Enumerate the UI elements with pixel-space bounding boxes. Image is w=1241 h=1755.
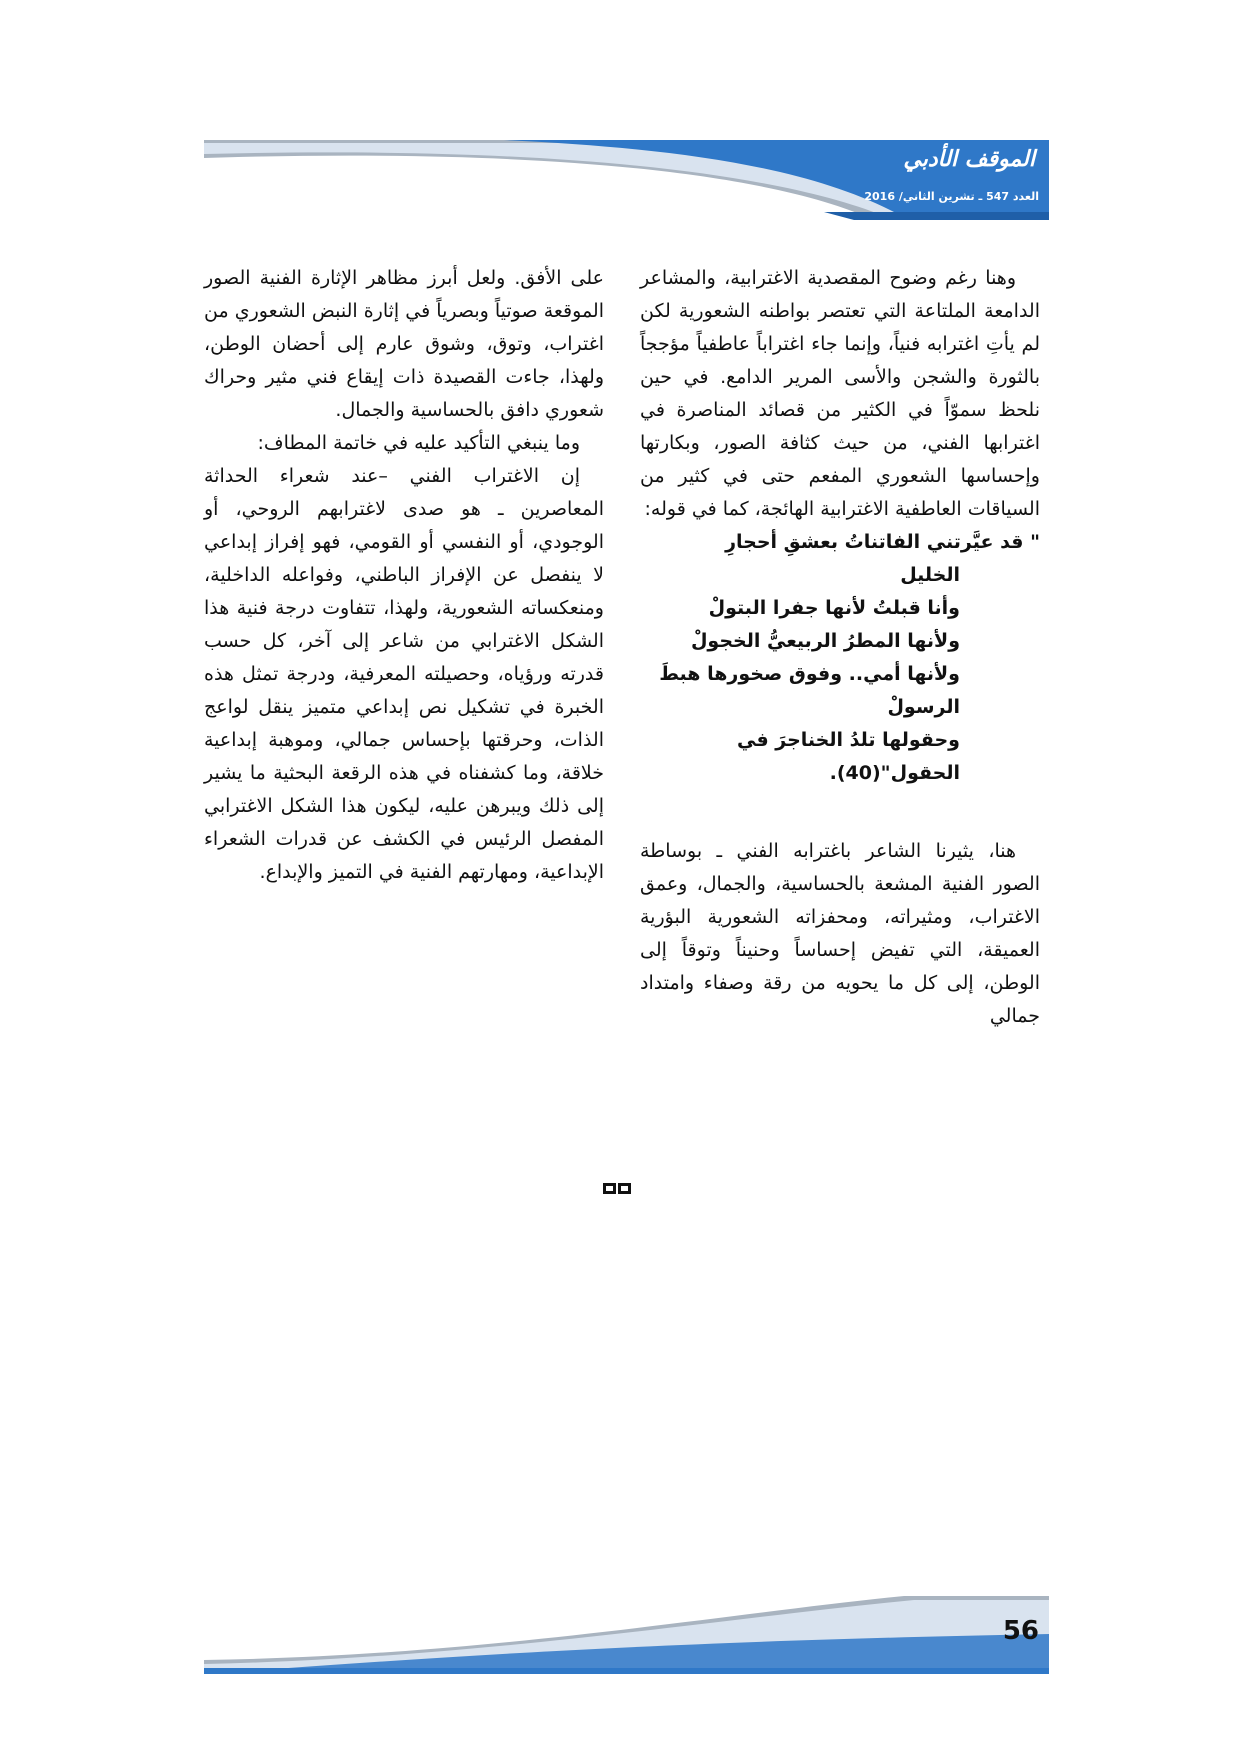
footer-swoosh bbox=[204, 1594, 1049, 1674]
right-paragraph-1: وهنا رغم وضوح المقصدية الاغترابية، والمشاعر الدامعة الملتاعة التي تعتصر بواطنه الشعورية لكن لم يأتِ اغترابه فنياً، وإنما جاء اغتراباً عاطفياً مؤججاً بالثورة والشجن والأسى المرير الدامع. في حين نلحظ سموّاً في الكثير من قصائد المناصرة في اغترابها الفني، من حيث كثافة الصور، وبكارتها وإحساسها الشعوري المفعم حتى في كثير من السياقات العاطفية الاغترابية الهائجة، كما في قوله: bbox=[640, 267, 1040, 520]
right-paragraph-2: هنا، يثيرنا الشاعر باغترابه الفني ـ بوساطة الصور الفنية المشعة بالحساسية، والجمال، وعمق الاغتراب، ومثيراته، ومحفزاته الشعورية البؤرية العميقة، التي تفيض إحساساً وحنيناً وتوقاً إلى الوطن، إلى كل ما يحويه من رقة وصفاء وامتداد جمالي bbox=[640, 840, 1040, 1027]
poem-line-3: ولأنها المطرُ الربيعيُّ الخجولْ bbox=[690, 630, 960, 652]
left-paragraph-3: إن الاغتراب الفني –عند شعراء الحداثة المعاصرين ـ هو صدى لاغترابهم الروحي، أو الوجودي، أو النفسي أو القومي، فهو إفراز إبداعي لا ينفصل عن الإفراز الباطني، وفواعله الداخلية، ومنعكساته الشعورية، ولهذا، تتفاوت درجة فنية هذا الشكل الاغترابي من شاعر إلى آخر، كل حسب قدرته ورؤياه، وحصيلته المعرفية، ودرجة تمثل هذه الخبرة في تشكيل نص إبداعي متميز ينقل لواعج الذات، وحرقتها بإحساس جمالي، وموهبة إبداعية خلاقة، وما كشفناه في هذه الرقعة البحثية ما يشير إلى ذلك ويبرهن عليه، ليكون هذا الشكل الاغترابي المفصل الرئيس في الكشف عن قدرات الشعراء الإبداعية، ومهارتهم الفنية في التميز والإبداع. bbox=[204, 465, 604, 883]
page-header bbox=[204, 140, 1049, 220]
left-paragraph-1: على الأفق. ولعل أبرز مظاهر الإثارة الفنية الصور الموقعة صوتياً وبصرياً في إثارة النبض الشعوري من اغتراب، وتوق، وشوق عارم إلى أحضان الوطن، ولهذا، جاءت القصيدة ذات إيقاع فني مثير وحراك شعوري دافق بالحساسية والجمال. bbox=[204, 267, 604, 421]
left-paragraph-2: وما ينبغي التأكيد عليه في خاتمة المطاف: bbox=[257, 432, 580, 454]
page-number: 56 bbox=[1002, 1616, 1039, 1646]
end-of-article-mark bbox=[602, 1179, 632, 1198]
paragraph-spacer bbox=[640, 790, 1040, 835]
end-square-icon bbox=[603, 1183, 616, 1194]
right-column bbox=[640, 262, 1040, 1033]
poem-line-4: ولأنها أمي.. وفوق صخورها هبطَ bbox=[659, 663, 960, 685]
magazine-logo: الموقف الأدبي bbox=[903, 146, 1035, 172]
page-footer bbox=[204, 1594, 1049, 1674]
poem-line-1-cont: الخليل bbox=[900, 564, 960, 586]
end-square-icon bbox=[618, 1183, 631, 1194]
poem-line-2: وأنا قبلتُ لأنها جفرا البتولْ bbox=[708, 597, 960, 619]
poem-quote bbox=[640, 526, 1040, 790]
poem-line-5: وحقولها تلدُ الخناجرَ في bbox=[736, 729, 960, 751]
poem-line-4-cont: الرسولْ bbox=[887, 696, 960, 718]
poem-line-5-cont: الحقول"(40). bbox=[829, 762, 960, 784]
poem-line-1: " قد عيَّرتني الفاتناتُ بعشقِ أحجارِ bbox=[725, 531, 1040, 553]
left-column bbox=[204, 262, 604, 889]
issue-info: العدد 547 ـ تشرين الثاني/ 2016 bbox=[864, 190, 1039, 203]
